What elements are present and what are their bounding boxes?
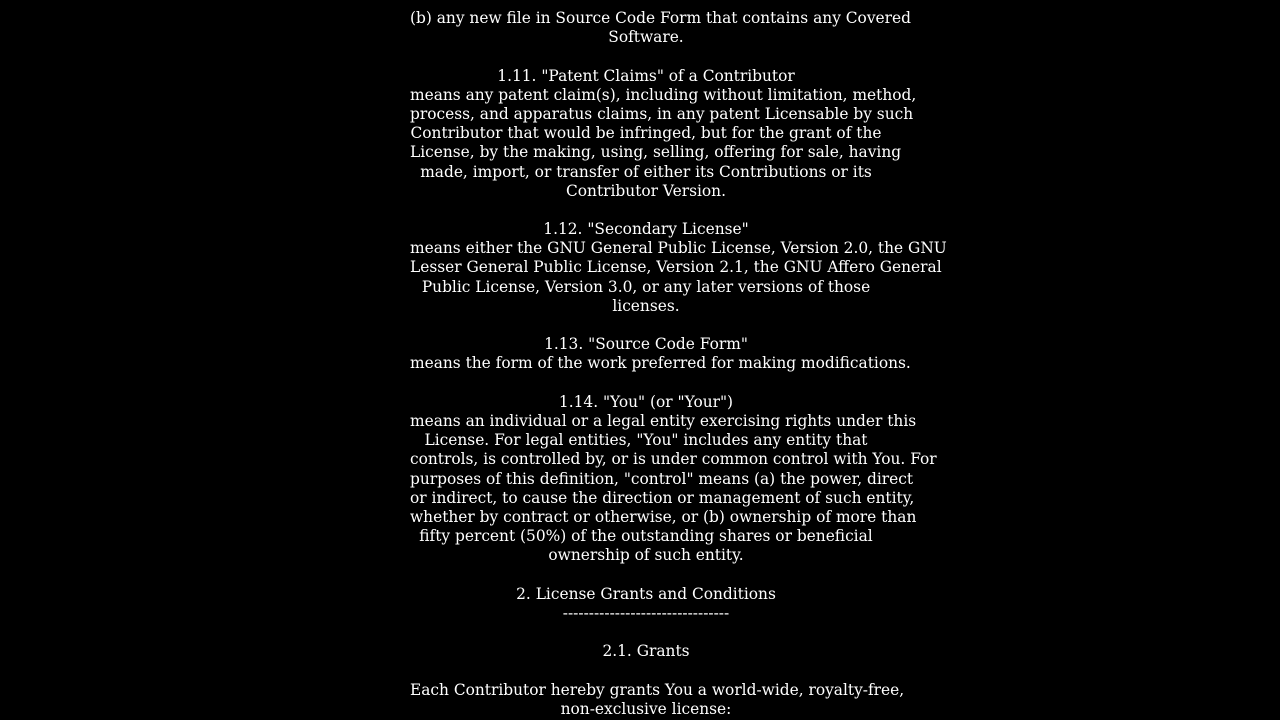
license-text — [410, 9, 947, 719]
text-line: whether by contract or otherwise, or (b) ownership of more than — [410, 507, 917, 526]
blank-line — [410, 316, 882, 335]
text-line: Public License, Version 3.0, or any later versions of those — [421, 277, 871, 296]
text-line: ownership of such entity. — [548, 546, 744, 565]
text-line: fifty percent (50%) of the outstanding shares or beneficial — [419, 527, 873, 546]
text-line: or indirect, to cause the direction or management of such entity, — [410, 488, 915, 507]
section-heading: 1.13. "Source Code Form" — [544, 335, 748, 354]
section-heading: 1.12. "Secondary License" — [543, 220, 749, 239]
blank-line — [410, 201, 882, 220]
text-line: means either the GNU General Public License, Version 2.0, the GNU — [410, 239, 947, 258]
blank-line — [410, 374, 882, 393]
text-line: controls, is controlled by, or is under common control with You. For — [410, 450, 937, 469]
text-line: licenses. — [612, 296, 680, 315]
text-line: Contributor Version. — [566, 181, 726, 200]
text-line: non-exclusive license: — [560, 699, 732, 718]
text-line: made, import, or transfer of either its Contributions or its — [420, 162, 872, 181]
text-line: means any patent claim(s), including without limitation, method, — [410, 85, 917, 104]
text-line: Contributor that would be infringed, but for the grant of the — [410, 124, 882, 143]
blank-line — [410, 47, 882, 66]
text-line: purposes of this definition, "control" means (a) the power, direct — [410, 469, 914, 488]
text-line: means the form of the work preferred for making modifications. — [410, 354, 911, 373]
chapter-heading: 2. License Grants and Conditions — [516, 584, 776, 603]
section-heading: 1.14. "You" (or "Your") — [558, 392, 734, 411]
text-line: License. For legal entities, "You" includes any entity that — [424, 431, 868, 450]
text-line: (b) any new file in Source Code Form that contains any Covered — [410, 9, 911, 27]
text-line: Software. — [608, 28, 684, 47]
section-heading: 1.11. "Patent Claims" of a Contributor — [497, 66, 795, 85]
blank-line — [410, 661, 882, 680]
text-line: License, by the making, using, selling, offering for sale, having — [410, 143, 902, 162]
blank-line — [410, 565, 882, 584]
text-line: Lesser General Public License, Version 2.1, the GNU Affero General — [410, 258, 942, 277]
text-line: process, and apparatus claims, in any patent Licensable by such — [410, 104, 914, 123]
blank-line — [410, 623, 882, 642]
heading-underline: -------------------------------- — [562, 603, 730, 622]
text-line: means an individual or a legal entity exercising rights under this — [410, 411, 917, 430]
section-heading: 2.1. Grants — [602, 642, 690, 661]
text-line: Each Contributor hereby grants You a world-wide, royalty-free, — [410, 680, 905, 699]
